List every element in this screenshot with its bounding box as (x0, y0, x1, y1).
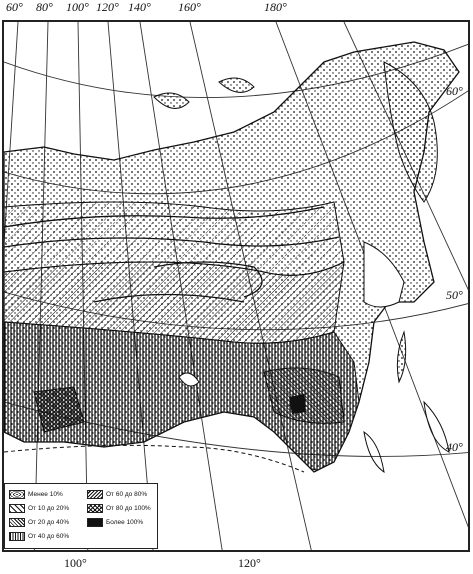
legend-item (9, 501, 69, 515)
southern-border (4, 445, 304, 472)
longitude-label-60: 60° (6, 0, 23, 14)
diag-swatch (9, 518, 25, 527)
dense-diag-swatch (87, 490, 103, 499)
legend-label: От 20 до 40% (28, 518, 70, 526)
latitude-label-40: 40° (446, 440, 463, 454)
map-legend (4, 483, 158, 549)
legend-col-right (87, 487, 151, 529)
bottom-longitude-120: 120° (238, 556, 261, 570)
longitude-label-100: 100° (66, 0, 89, 14)
arctic-island-2 (219, 78, 254, 92)
latitude-label-60: 60° (446, 84, 463, 98)
dots-swatch (9, 490, 25, 499)
sakhalin (397, 332, 405, 382)
legend-item (9, 515, 69, 529)
bottom-longitude-100: 100° (64, 556, 87, 570)
longitude-label-160: 160° (178, 0, 201, 14)
legend-label: От 40 до 60% (28, 532, 70, 540)
japan-island (364, 432, 384, 472)
solid-swatch (87, 518, 103, 527)
legend-label: Более 100% (106, 518, 144, 526)
sparse-diag-swatch (9, 504, 25, 513)
legend-item (87, 515, 151, 529)
arctic-island (154, 93, 189, 108)
cross-swatch (87, 504, 103, 513)
legend-item (9, 487, 69, 501)
legend-label: Менее 10% (28, 490, 63, 498)
longitude-label-140: 140° (128, 0, 151, 14)
map-canvas (4, 22, 470, 552)
legend-label: От 80 до 100% (106, 504, 151, 512)
legend-item (87, 487, 151, 501)
latitude-label-50: 50° (446, 288, 463, 302)
legend-item (9, 529, 69, 543)
longitude-label-80: 80° (36, 0, 53, 14)
legend-label: От 60 до 80% (106, 490, 148, 498)
legend-label: От 10 до 20% (28, 504, 70, 512)
longitude-label-120: 120° (96, 0, 119, 14)
vertical-swatch (9, 532, 25, 541)
zone-over-100 (289, 394, 306, 414)
legend-col-left (9, 487, 69, 543)
map-frame (2, 20, 470, 552)
longitude-label-180: 180° (264, 0, 287, 14)
legend-item (87, 501, 151, 515)
